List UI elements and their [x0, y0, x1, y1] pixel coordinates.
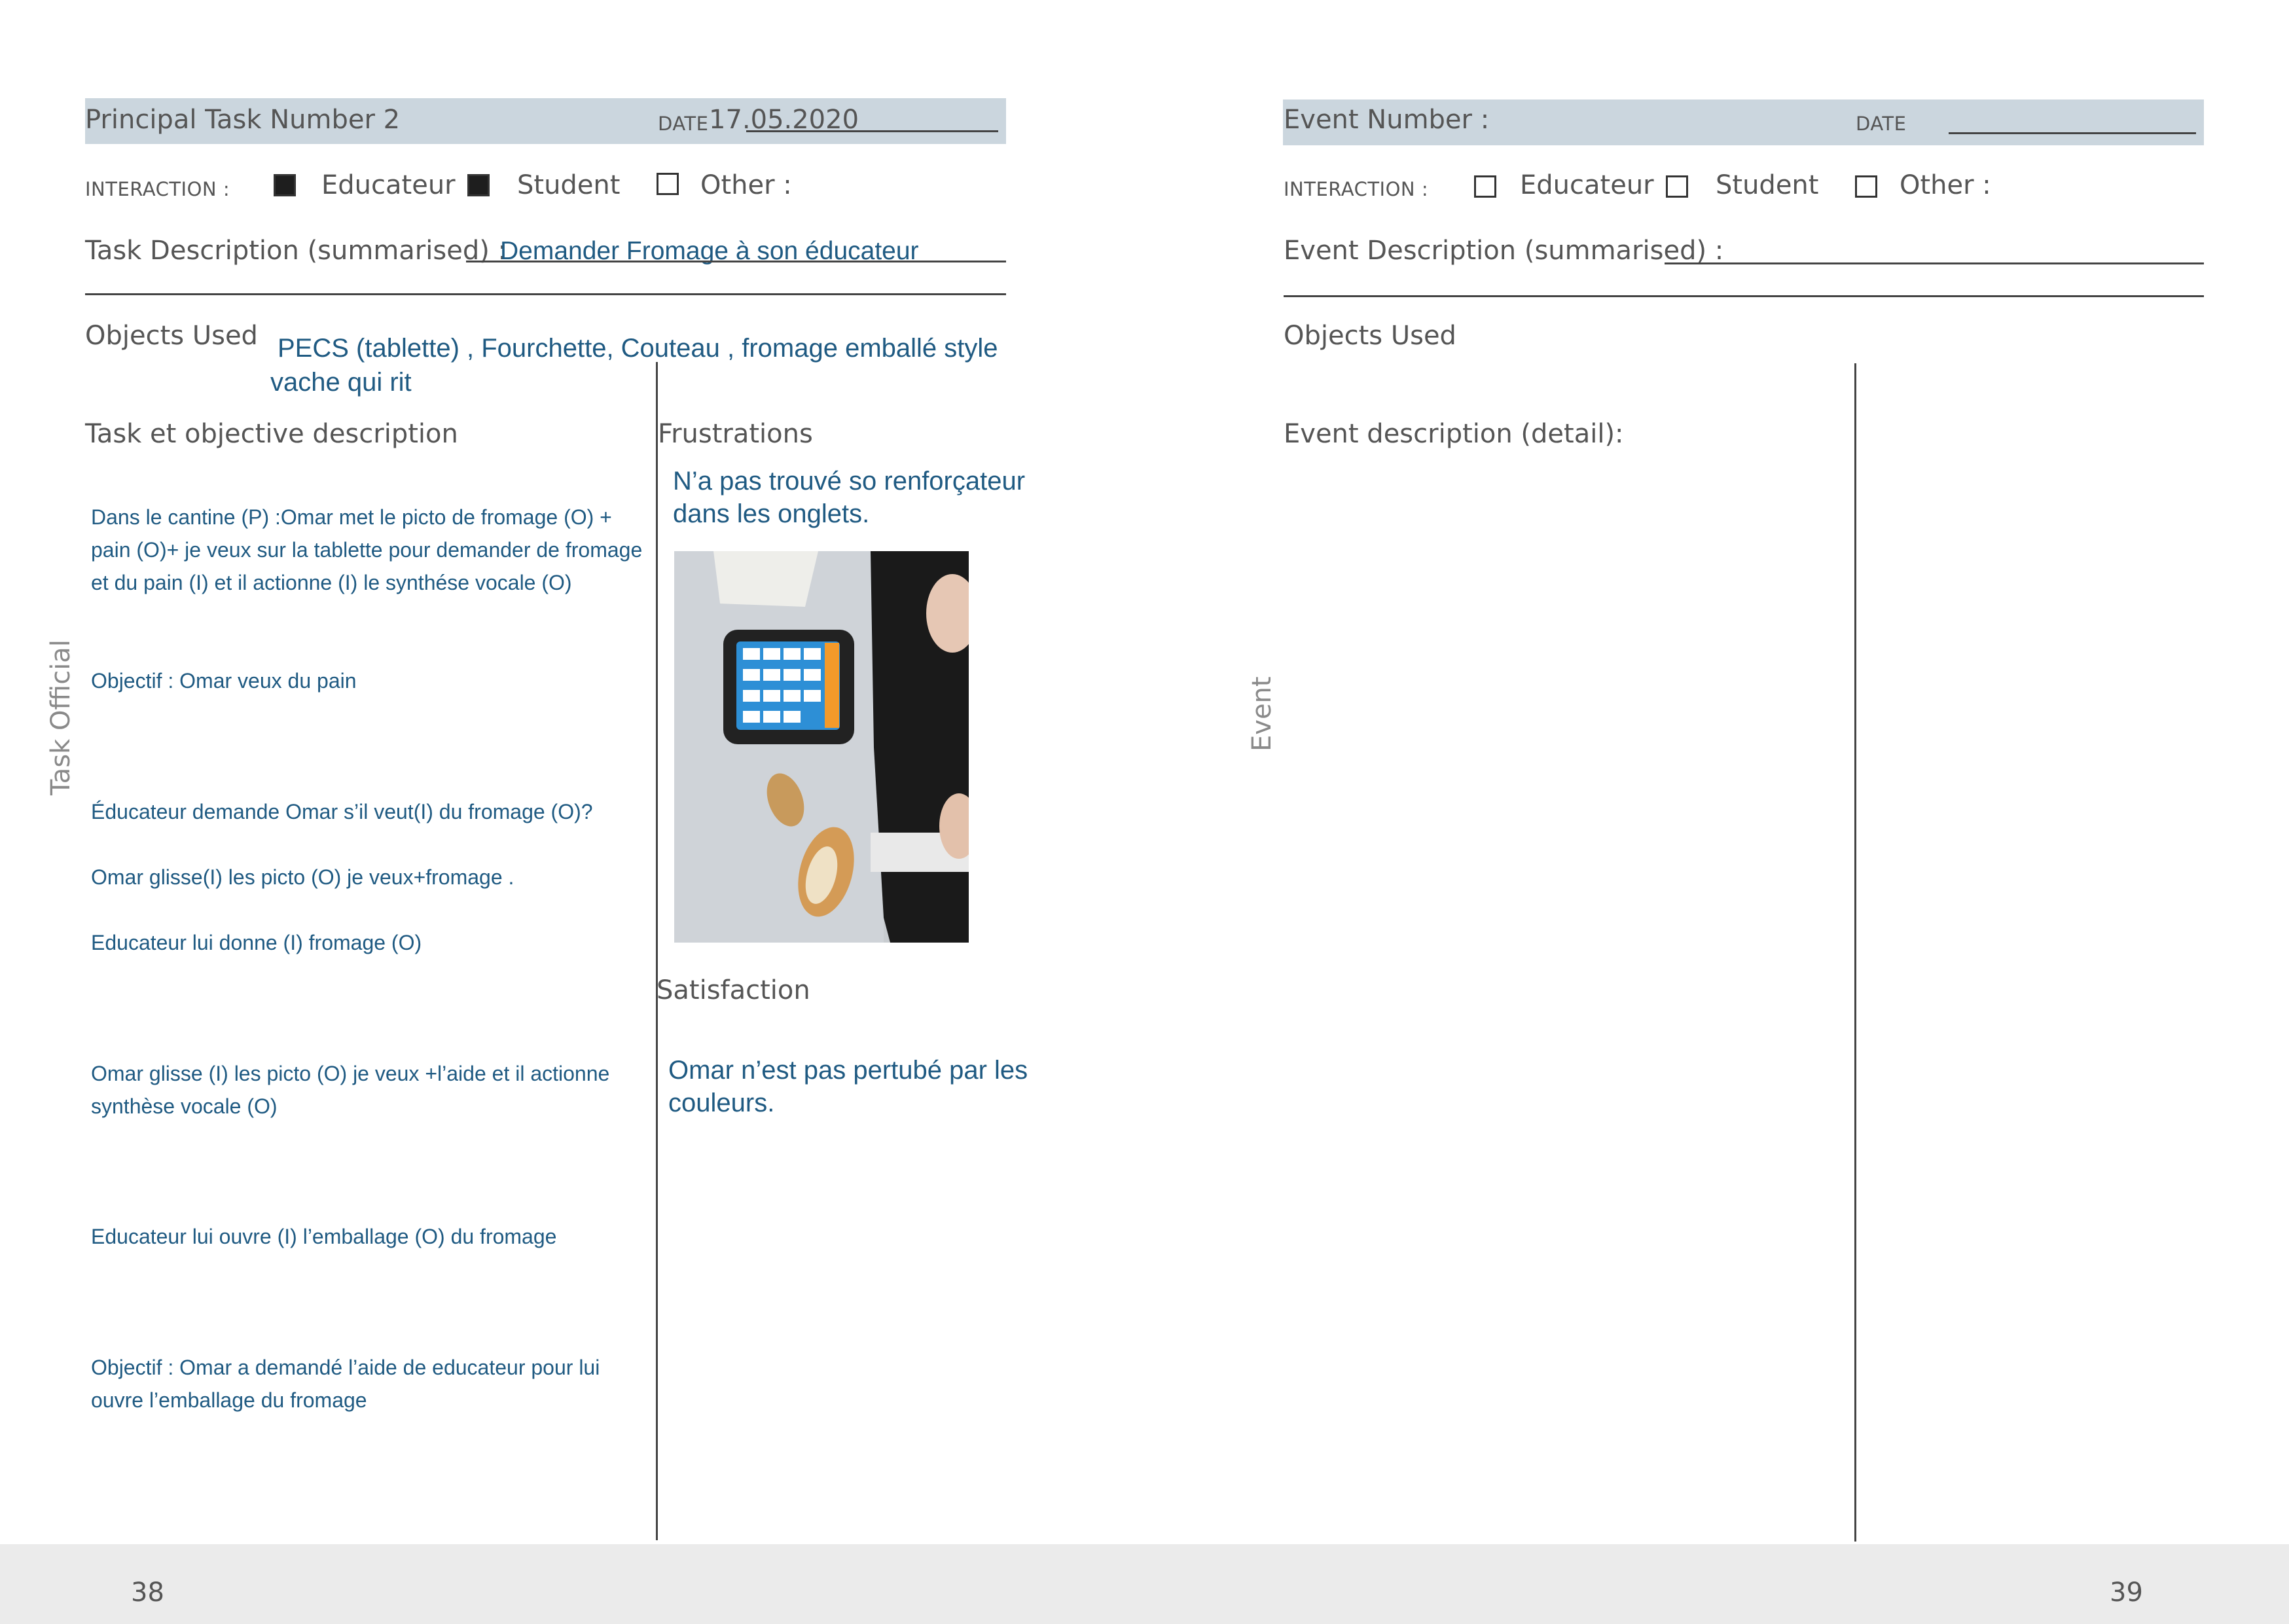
event-educateur-checkbox[interactable]	[1474, 175, 1496, 198]
task-paragraph: Objectif : Omar a demandé l’aide de educateur pour lui ouvre l’emballage du fromage	[91, 1356, 600, 1412]
event-objects-used-label: Objects Used	[1284, 321, 1456, 351]
other-option-label: Other :	[700, 170, 792, 200]
objects-used-line-2[interactable]: vache qui rit	[270, 368, 412, 397]
event-description-second-line	[1284, 295, 2204, 297]
other-checkbox[interactable]	[657, 173, 679, 195]
event-side-label: Event	[1247, 676, 1277, 751]
task-paragraph: Educateur lui donne (I) fromage (O)	[91, 931, 422, 954]
educateur-option-label: Educateur	[321, 170, 456, 200]
event-description-underline[interactable]	[1665, 262, 2204, 264]
student-checkbox[interactable]	[467, 174, 490, 196]
page-number-right: 39	[2110, 1578, 2143, 1608]
task-official-side-label: Task Official	[46, 640, 76, 795]
event-other-checkbox[interactable]	[1855, 175, 1877, 198]
task-description-underline	[466, 261, 1006, 262]
event-detail-label: Event description (detail):	[1284, 419, 1624, 449]
event-student-option-label: Student	[1716, 170, 1819, 200]
event-date-underline[interactable]	[1949, 132, 2196, 134]
educateur-checkbox[interactable]	[274, 174, 296, 196]
event-educateur-option-label: Educateur	[1520, 170, 1654, 200]
student-option-label: Student	[517, 170, 621, 200]
task-description-label: Task Description (summarised) :	[85, 236, 507, 266]
event-date-label: DATE	[1856, 113, 1907, 135]
date-value[interactable]: 17.05.2020	[709, 105, 859, 135]
satisfaction-label: Satisfaction	[657, 975, 810, 1005]
task-description-value[interactable]: Demander Fromage à son éducateur	[500, 237, 919, 265]
task-paragraph: Objectif : Omar veux du pain	[91, 669, 357, 693]
objects-used-line-1[interactable]: PECS (tablette) , Fourchette, Couteau , fromage emballé style	[278, 334, 998, 363]
task-paragraph: Omar glisse (I) les picto (O) je veux +l’aide et il actionne synthèse vocale (O)	[91, 1062, 610, 1118]
page-number-left: 38	[131, 1578, 164, 1608]
satisfaction-text: Omar n’est pas pertubé par les couleurs.	[668, 1056, 1028, 1117]
objects-used-label: Objects Used	[85, 321, 258, 351]
event-student-checkbox[interactable]	[1666, 175, 1688, 198]
event-other-option-label: Other :	[1900, 170, 1991, 200]
frustrations-text: N’a pas trouvé so renforçateur dans les onglets.	[673, 467, 1026, 528]
task-header-title: Principal Task Number 2	[85, 105, 401, 135]
interaction-label: INTERACTION :	[85, 178, 230, 200]
event-header-title: Event Number :	[1284, 105, 1490, 135]
date-label: DATE	[658, 113, 709, 135]
task-description-second-line	[85, 293, 1006, 295]
task-paragraph: Educateur lui ouvre (I) l’emballage (O) du fromage	[91, 1225, 557, 1248]
event-description-label: Event Description (summarised) :	[1284, 236, 1724, 266]
page-footer	[0, 1544, 2289, 1624]
left-column-divider	[656, 362, 658, 1540]
date-underline	[746, 130, 998, 132]
task-paragraph: Dans le cantine (P) :Omar met le picto de fromage (O) + pain (O)+ je veux sur la tablette pour demander de fromage et du pain (I) et il actionne (I) le synthése vocale (O)	[91, 505, 643, 594]
event-interaction-label: INTERACTION :	[1284, 178, 1429, 200]
task-paragraph: Éducateur demande Omar s’il veut(I) du fromage (O)?	[91, 800, 593, 823]
cafeteria-photo	[674, 551, 969, 943]
photo-illustration	[674, 551, 969, 943]
right-column-divider	[1854, 363, 1856, 1542]
task-objective-label: Task et objective description	[85, 419, 458, 449]
frustrations-label: Frustrations	[658, 419, 813, 449]
task-paragraph: Omar glisse(I) les picto (O) je veux+fromage .	[91, 865, 514, 889]
